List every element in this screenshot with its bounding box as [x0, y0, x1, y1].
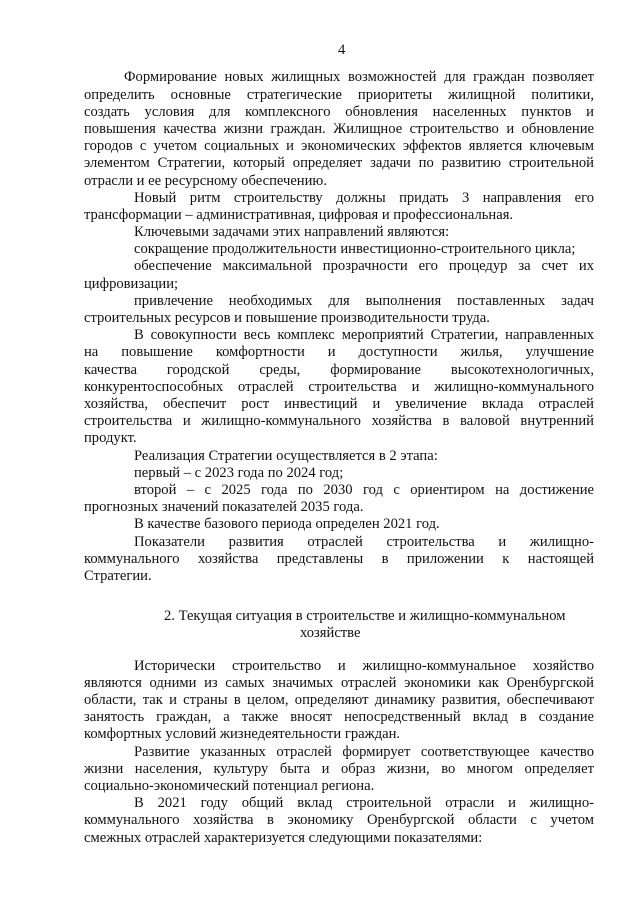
- paragraph-line: сокращение продолжительности инвестиционно-строительного цикла;: [134, 241, 576, 257]
- paragraph-line: Реализация Стратегии осуществляется в 2 этапа:: [134, 448, 438, 464]
- paragraph-line: повышения качества жизни граждан. Жилищное строительство и обновление: [84, 121, 594, 137]
- paragraph-line: обеспечение максимальной прозрачности его процедур за счет их: [134, 258, 594, 274]
- paragraph-line: отрасли и ее ресурсному обеспечению.: [84, 173, 327, 189]
- paragraph-line: строительства и жилищно-коммунального хозяйства в валовой внутренний: [84, 413, 594, 429]
- paragraph-line: коммунального хозяйства представлены в приложении к настоящей: [84, 551, 594, 567]
- paragraph-line: Стратегии.: [84, 568, 152, 584]
- paragraph-line: В 2021 году общий вклад строительной отрасли и жилищно-: [134, 795, 594, 811]
- paragraph-line: Формирование новых жилищных возможностей для граждан позволяет: [124, 69, 594, 85]
- paragraph-line: создать условия для комплексного обновления населенных пунктов и: [84, 104, 594, 120]
- paragraph-line: конкурентоспособных отраслей строительства и жилищно-коммунального: [84, 379, 594, 395]
- paragraph-line: хозяйства, обеспечит рост инвестиций и увеличение вклада отраслей: [84, 396, 594, 412]
- paragraph-line: трансформации – административная, цифровая и профессиональная.: [84, 207, 514, 223]
- paragraph-line: социально-экономический потенциал региона.: [84, 778, 375, 794]
- paragraph-line: Показатели развития отраслей строительства и жилищно-: [134, 534, 594, 550]
- paragraph-line: коммунального хозяйства в экономику Оренбургской области с учетом: [84, 812, 594, 828]
- paragraph-line: В качестве базового периода определен 2021 год.: [134, 516, 440, 532]
- paragraph-line: области, так и страны в целом, определяют динамику развития, обеспечивают: [84, 692, 594, 708]
- paragraph-line: второй – с 2025 года по 2030 год с ориентиром на достижение: [134, 482, 594, 498]
- paragraph-line: В совокупности весь комплекс мероприятий Стратегии, направленных: [134, 327, 594, 343]
- section-heading-line: 2. Текущая ситуация в строительстве и жилищно-коммунальном: [164, 608, 566, 624]
- paragraph-line: цифровизации;: [84, 276, 179, 292]
- paragraph-line: определить основные стратегические приоритеты жилищной политики,: [84, 87, 594, 103]
- section-heading-line: хозяйстве: [300, 625, 361, 641]
- paragraph-line: первый – с 2023 года по 2024 год;: [134, 465, 344, 481]
- paragraph-line: Новый ритм строительству должны придать 3 направления его: [134, 190, 594, 206]
- paragraph-line: элементом Стратегии, который определяет задачи по развитию строительной: [84, 155, 594, 171]
- paragraph-line: на повышение комфортности и доступности жилья, улучшение: [84, 344, 594, 360]
- paragraph-line: Ключевыми задачами этих направлений являются:: [134, 224, 450, 240]
- paragraph-line: строительных ресурсов и повышение производительности труда.: [84, 310, 490, 326]
- paragraph-line: качества городской среды, формирование высокотехнологичных,: [84, 362, 594, 378]
- paragraph-line: жизни населения, культуру быта и образ жизни, во многом определяет: [84, 761, 594, 777]
- paragraph-line: Развитие указанных отраслей формирует соответствующее качество: [134, 744, 594, 760]
- paragraph-line: городов с учетом социальных и экономических эффектов является ключевым: [84, 138, 594, 154]
- paragraph-line: Исторически строительство и жилищно-коммунальное хозяйство: [134, 658, 594, 674]
- page-number: 4: [338, 42, 346, 58]
- paragraph-line: являются одними из самых значимых отраслей экономики как Оренбургской: [84, 675, 594, 691]
- paragraph-line: комфортных условий жизнедеятельности граждан.: [84, 726, 401, 742]
- paragraph-line: смежных отраслей характеризуется следующими показателями:: [84, 830, 483, 846]
- paragraph-line: прогнозных значений показателей 2035 года.: [84, 499, 364, 515]
- paragraph-line: привлечение необходимых для выполнения поставленных задач: [134, 293, 594, 309]
- paragraph-line: занятость граждан, а также вносят непосредственный вклад в создание: [84, 709, 594, 725]
- paragraph-line: продукт.: [84, 430, 137, 446]
